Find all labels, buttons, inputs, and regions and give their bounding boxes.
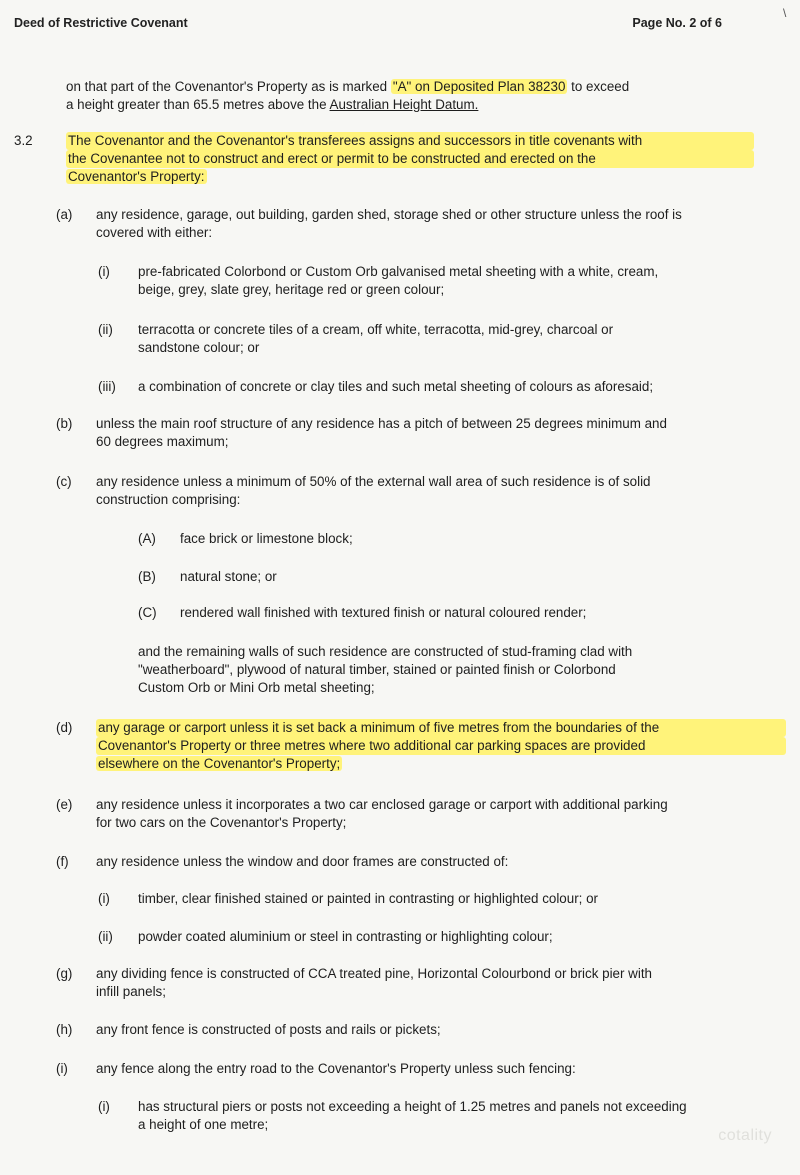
item-f-label: (f) [56, 854, 69, 869]
item-g-text: any dividing fence is constructed of CCA treated pine, Horizontal Colourbond or brick pier with infill panels; [96, 966, 652, 999]
scan-mark: \ [783, 6, 787, 20]
item-h-label: (h) [56, 1022, 73, 1037]
item-i-i-text: has structural piers or posts not exceeding a height of 1.25 metres and panels not exceeding a height of one metre; [138, 1099, 687, 1132]
item-b-label: (b) [56, 416, 73, 431]
item-c-remainder: and the remaining walls of such residence are constructed of stud-framing clad with "weatherboard", plywood of natural timber, stained or painted finish or Colorbond Custom Orb or Mini Orb metal sheeting; [138, 644, 633, 695]
item-a-iii-label: (iii) [98, 379, 116, 394]
item-d-text: any garage or carport unless it is set back a minimum of five metres from the boundaries of the Covenantor's Property or three metres where two additional car parking spaces are provided elsewhere on the Covenantor's Property; [96, 719, 786, 773]
watermark-logo: cotality [718, 1127, 772, 1144]
item-c-B-text: natural stone; or [180, 569, 277, 584]
intro-line-1: on that part of the Covenantor's Property as is marked "A" on Deposited Plan 38230 to exceed [66, 79, 630, 94]
intro-paragraph [66, 78, 756, 114]
item-f-i-text: timber, clear finished stained or painted in contrasting or highlighted colour; or [138, 891, 599, 906]
page-number: Page No. 2 of 6 [632, 16, 722, 30]
item-g-label: (g) [56, 966, 73, 981]
item-a-iii-text: a combination of concrete or clay tiles and such metal sheeting of colours as aforesaid; [138, 379, 654, 394]
item-b-text: unless the main roof structure of any residence has a pitch of between 25 degrees minimum and 60 degrees maximum; [96, 416, 667, 449]
item-a-ii-label: (ii) [98, 322, 113, 337]
clause-number: 3.2 [14, 133, 33, 148]
clause-3-2-text: The Covenantor and the Covenantor's transferees assigns and successors in title covenants with the Covenantee not to construct and erect or permit to be constructed and erected on the Covenantor's Property: [66, 132, 754, 186]
item-d-label: (d) [56, 720, 73, 735]
item-c-A-text: face brick or limestone block; [180, 531, 353, 546]
item-f-ii-text: powder coated aluminium or steel in contrasting or highlighting colour; [138, 929, 553, 944]
item-c-A-label: (A) [138, 531, 156, 546]
item-a-label: (a) [56, 207, 73, 222]
item-a-i-label: (i) [98, 264, 110, 279]
item-i-i-label: (i) [98, 1099, 110, 1114]
intro-line-2: a height greater than 65.5 metres above the Australian Height Datum. [66, 97, 479, 112]
item-h-text: any front fence is constructed of posts and rails or pickets; [96, 1022, 441, 1037]
item-i-label: (i) [56, 1061, 68, 1076]
item-e-text: any residence unless it incorporates a two car enclosed garage or carport with additional parking for two cars on the Covenantor's Property; [96, 797, 668, 830]
item-c-label: (c) [56, 474, 72, 489]
highlight-plan: "A" on Deposited Plan 38230 [392, 79, 566, 94]
height-datum: Australian Height Datum. [329, 97, 479, 112]
item-c-B-label: (B) [138, 569, 156, 584]
item-a-i-text: pre-fabricated Colorbond or Custom Orb galvanised metal sheeting with a white, cream, beige, grey, slate grey, heritage red or green colour; [138, 264, 659, 297]
item-f-i-label: (i) [98, 891, 110, 906]
item-c-text: any residence unless a minimum of 50% of the external wall area of such residence is of solid construction comprising: [96, 474, 651, 507]
item-f-text: any residence unless the window and door frames are constructed of: [96, 854, 509, 869]
item-c-C-text: rendered wall finished with textured finish or natural coloured render; [180, 605, 587, 620]
document-title: Deed of Restrictive Covenant [14, 16, 188, 30]
item-e-label: (e) [56, 797, 73, 812]
item-c-C-label: (C) [138, 605, 157, 620]
item-a-text: any residence, garage, out building, garden shed, storage shed or other structure unless the roof is covered with either: [96, 207, 682, 240]
item-f-ii-label: (ii) [98, 929, 113, 944]
item-i-text: any fence along the entry road to the Covenantor's Property unless such fencing: [96, 1061, 576, 1076]
item-a-ii-text: terracotta or concrete tiles of a cream, off white, terracotta, mid-grey, charcoal or sandstone colour; or [138, 322, 614, 355]
